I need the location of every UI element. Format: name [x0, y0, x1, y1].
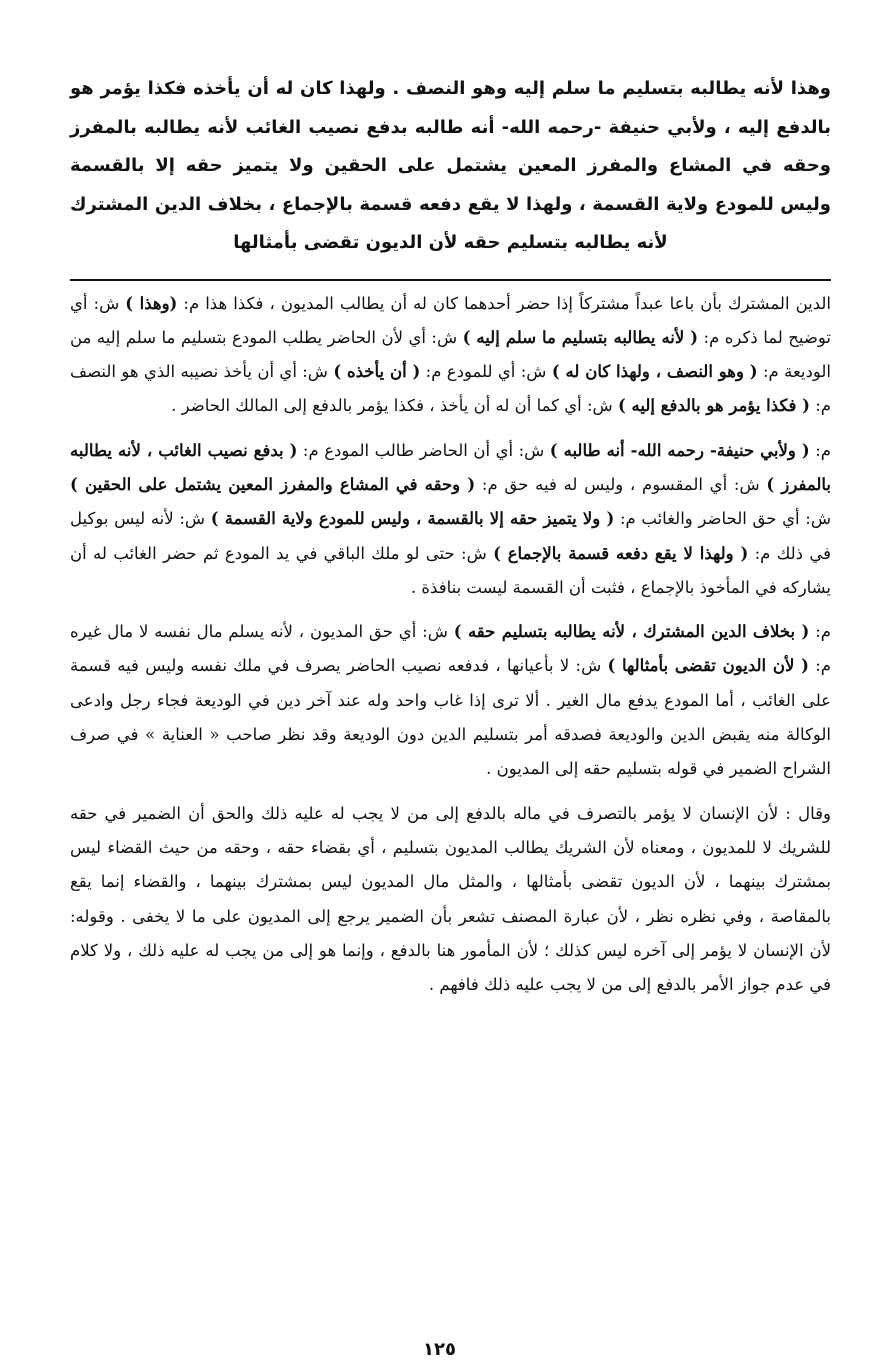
matn-text: وهذا لأنه يطالبه بتسليم ما سلم إليه وهو النصف . ولهذا كان له أن يأخذه فكذا يؤمر هو بالدفع إليه ، ولأبي حنيفة -رحمه الله- أنه طالبه بدفع نصيب الغائب لأنه يطالبه بالمفرز وحقه في المشاع والمفرز المعين يشتمل على الحقين ولا يتميز حقه إلا بالقسمة وليس للمودع ولاية القسمة ، ولهذا لا يقع دفعه قسمة بالإجماع ، بخلاف الدين المشترك لأنه يطالبه بتسليم حقه لأن الديون تقضى بأمثالها — [70, 78, 831, 253]
commentary-text: ش: أي حق المديون ، لأنه يسلم مال نفسه لا مال غيره م: — [70, 622, 831, 676]
commentary-text: ش: أي حق الحاضر والغائب م: — [614, 509, 831, 529]
commentary-text: الدين المشترك بأن باعا عبداً مشتركاً إذا حضر أحدهما كان له أن يطالب المديون ، فكذا هذا م: — [177, 293, 831, 313]
commentary-text: ش: أي للمودع م: — [420, 362, 552, 382]
commentary-paragraph-2 — [70, 434, 831, 605]
commentary-text: ش: أي أن الحاضر طالب المودع م: — [297, 440, 550, 460]
matn-quote: ( ولهذا لا يقع دفعه قسمة بالإجماع ) — [493, 543, 749, 563]
page-number: ١٢٥ — [423, 1339, 456, 1360]
commentary-text: ش: أي أن يأخذ نصيبه الذي هو النصف م: — [70, 362, 831, 416]
matn-quote: ( وهو النصف ، ولهذا كان له ) — [551, 362, 758, 382]
commentary-text: ش: أي لأن الحاضر يطلب المودع بتسليم ما سلم إليه من الوديعة م: — [70, 327, 831, 382]
commentary-text: ش: أي المقسوم ، وليس له فيه حق م: — [475, 474, 767, 494]
commentary-text: ش: أي كما أن له أن يأخذ ، فكذا يؤمر بالدفع إلى المالك الحاضر . — [171, 396, 618, 416]
matn-quote: ( فكذا يؤمر هو بالدفع إليه ) — [617, 396, 810, 416]
matn-quote: ( ولا يتميز حقه إلا بالقسمة ، وليس للمودع ولاية القسمة ) — [210, 509, 615, 529]
commentary-text: ش: لأنه ليس بوكيل في ذلك م: — [70, 509, 831, 563]
commentary-text: ش: أي توضيح لما ذكره م: — [70, 293, 832, 347]
page — [70, 70, 831, 1352]
commentary — [70, 287, 831, 1003]
matn-quote: ( بدفع نصيب الغائب ، لأنه يطالبه بالمفرز ) — [70, 440, 832, 494]
commentary-text: م: — [809, 622, 831, 642]
commentary-paragraph-1 — [70, 287, 831, 424]
matn-quote: ( ولأبي حنيفة- رحمه الله- أنه طالبه ) — [549, 440, 810, 460]
commentary-text: م: — [809, 440, 831, 460]
commentary-text: ش: حتى لو ملك الباقي في يد المودع ثم حضر الغائب له أن يشاركه في المأخوذ بالإجماع ، فثبت أن القسمة ليست بنافذة . — [70, 543, 831, 597]
divider-line — [70, 279, 831, 281]
matn-quote: ( لأن الديون تقضى بأمثالها ) — [607, 656, 809, 676]
matn-quote: ( وحقه في المشاع والمفرز المعين يشتمل على الحقين ) — [70, 474, 476, 494]
commentary-paragraph-4 — [70, 797, 831, 1003]
commentary-text: وقال : لأن الإنسان لا يؤمر بالتصرف في ماله بالدفع إلى من لا يجب له عليه ذلك والحق أن الضمير في حقه للشريك لا للمديون ، ومعناه لأن الشريك يطالب المديون بتسليم ، أي بقضاء حقه ، وحقه من حيث القضاء ليس بمشترك بينهما ، لأن الديون تقضى بأمثالها ، والمثل مال المديون ليس بمشترك بينهما ، والقضاء إنما يقع بالمقاصة ، وفي نظره نظر ، لأن عبارة المصنف تشعر بأن الضمير يرجع إلى المديون على ما لا يخفى . وقوله: لأن الإنسان لا يؤمر إلى آخره ليس كذلك ؛ لأن المأمور هنا بالدفع ، وإنما هو إلى من يجب له عليه ذلك ، ولا كلام في عدم جواز الأمر بالدفع إلى من لا يجب عليه ذلك فافهم . — [70, 803, 831, 995]
commentary-text: ش: لا بأعيانها ، فدفعه نصيب الحاضر يصرف في ملك نفسه وليس فيه قسمة على الغائب ، أما المودع يدفع مال الغير . ألا ترى إذا غاب واحد وله عند آخر دين في الوديعة فجاء رجل وادعى الوكالة منه يقبض الدين والوديعة فصدقه أمر بتسليم الدين دون الوديعة وقد نظر صاحب « العناية » في صرف الشراح الضمير في قوله بتسليم حقه إلى المديون . — [70, 656, 831, 779]
matn-quote: ( لأنه يطالبه بتسليم ما سلم إليه ) — [462, 327, 699, 347]
commentary-paragraph-3 — [70, 615, 831, 786]
matn-quote: (وهذا ) — [125, 293, 178, 313]
matn-quote: ( أن يأخذه ) — [333, 362, 421, 382]
matn-quote: ( بخلاف الدين المشترك ، لأنه يطالبه بتسليم حقه ) — [453, 622, 810, 642]
